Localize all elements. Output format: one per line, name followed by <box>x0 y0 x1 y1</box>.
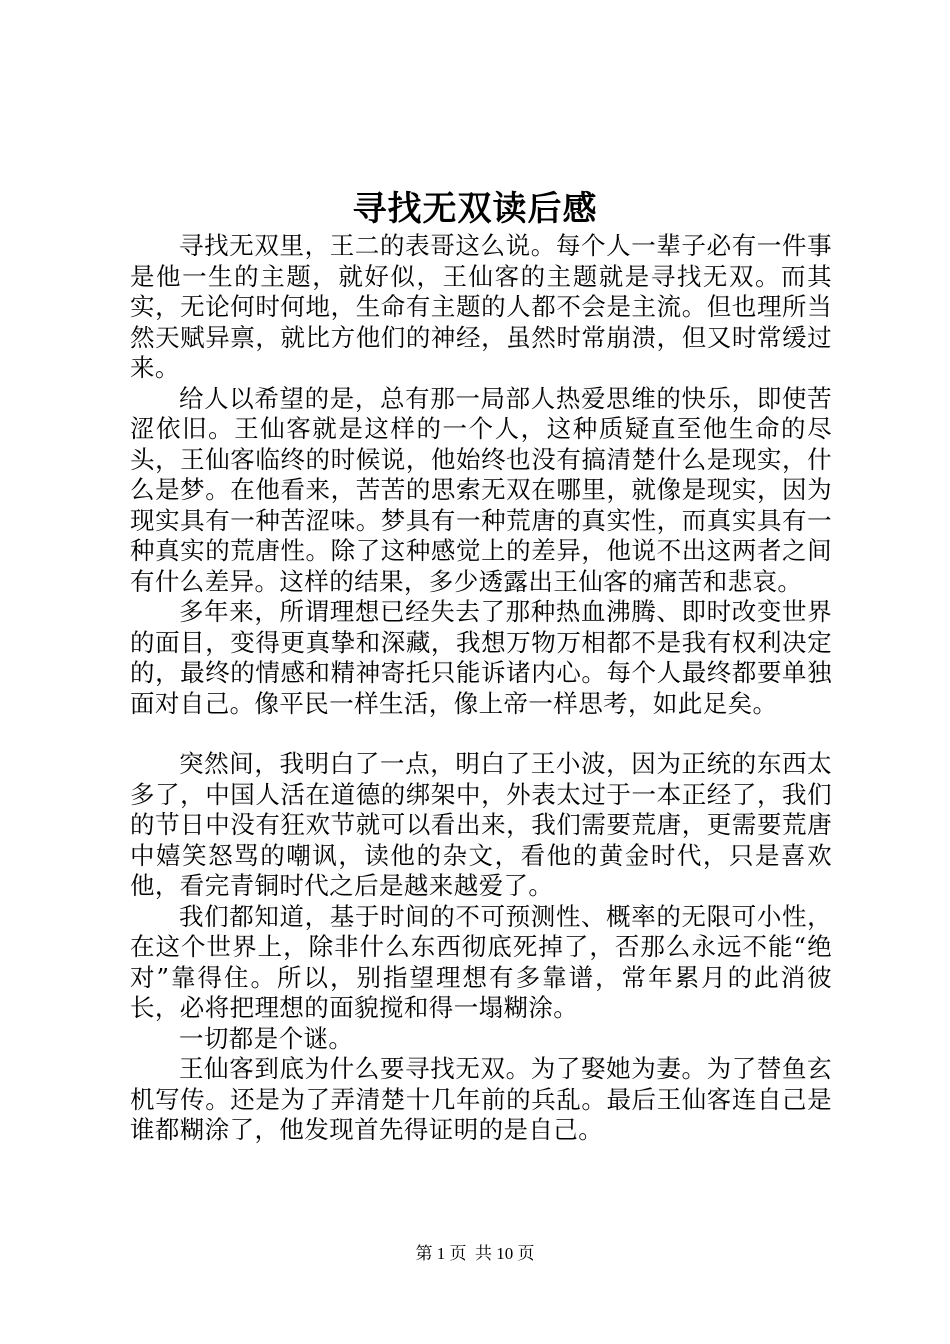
page-number-label: 第 1 页 共 10 页 <box>415 1244 535 1263</box>
paragraph: 多年来，所谓理想已经失去了那种热血沸腾、即时改变世界的面目，变得更真挚和深藏，我想万物万相都不是我有权利决定的，最终的情感和精神寄托只能诉诸内心。每个人最终都要单独面对自己。像平民一样生活，像上帝一样思考，如此足矣。 <box>130 597 832 718</box>
document-body <box>130 231 832 1146</box>
paragraph: 寻找无双里，王二的表哥这么说。每个人一辈子必有一件事是他一生的主题，就好似，王仙客的主题就是寻找无双。而其实，无论何时何地，生命有主题的人都不会是主流。但也理所当然天赋异禀，就比方他们的神经，虽然时常崩溃，但又时常缓过来。 <box>130 231 832 382</box>
paragraph: 给人以希望的是，总有那一局部人热爱思维的快乐，即使苦涩依旧。王仙客就是这样的一个人，这种质疑直至他生命的尽头，王仙客临终的时候说，他始终也没有搞清楚什么是现实，什么是梦。在他看来，苦苦的思索无双在哪里，就像是现实，因为现实具有一种苦涩味。梦具有一种荒唐的真实性，而真实具有一种真实的荒唐性。除了这种感觉上的差异，他说不出这两者之间有什么差异。这样的结果，多少透露出王仙客的痛苦和悲哀。 <box>130 383 832 596</box>
paragraph: 王仙客到底为什么要寻找无双。为了娶她为妻。为了替鱼玄机写传。还是为了弄清楚十几年前的兵乱。最后王仙客连自己是谁都糊涂了，他发现首先得证明的是自己。 <box>130 1054 832 1144</box>
page-footer <box>0 1243 950 1265</box>
paragraph: 我们都知道，基于时间的不可预测性、概率的无限可小性，在这个世界上，除非什么东西彻底死掉了，否那么永远不能“绝对”靠得住。所以，别指望理想有多靠谱，常年累月的此消彼长，必将把理想的面貌搅和得一塌糊涂。 <box>130 901 832 1022</box>
paragraph: 突然间，我明白了一点，明白了王小波，因为正统的东西太多了，中国人活在道德的绑架中，外表太过于一本正经了，我们的节日中没有狂欢节就可以看出来，我们需要荒唐，更需要荒唐中嬉笑怒骂的嘲讽，读他的杂文，看他的黄金时代，只是喜欢他，看完青铜时代之后是越来越爱了。 <box>130 749 832 900</box>
document-title: 寻找无双读后感 <box>352 189 598 229</box>
paragraph: 一切都是个谜。 <box>179 1023 354 1053</box>
